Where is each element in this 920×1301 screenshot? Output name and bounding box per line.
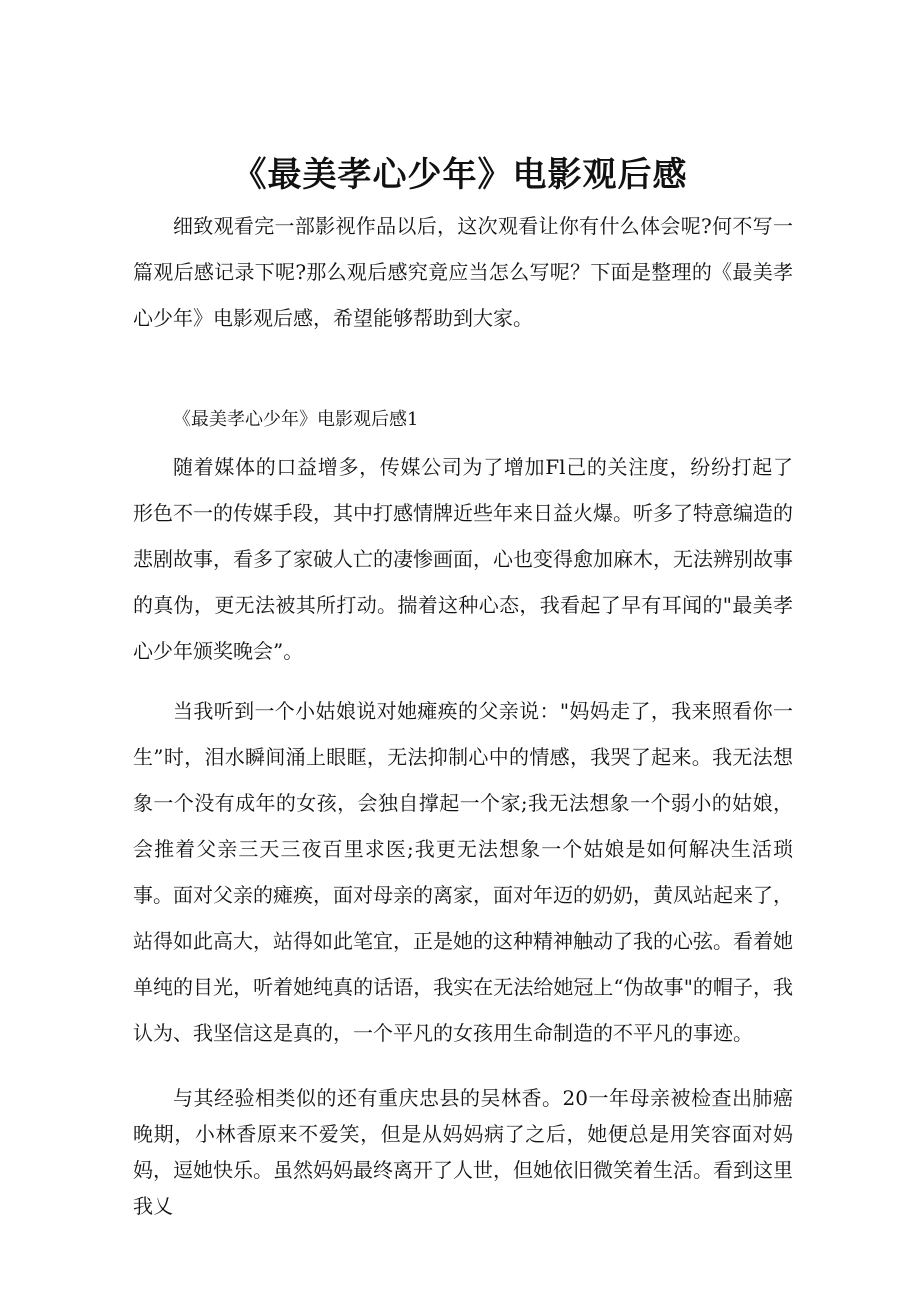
section-heading: 《最美孝心少年》电影观后感1: [173, 409, 419, 430]
body-paragraph-3: 与其经验相类似的还有重庆忠县的吴林香。20一年母亲被检查出肺癌晚期，小林香原来不爱笑，但是从妈妈病了之后，她便总是用笑容面对妈妈，逗她快乐。虽然妈妈最终离开了人世，但她依旧微笑着生活。看到这里我乂: [133, 1086, 793, 1218]
intro-paragraph: 细致观看完一部影视作品以后，这次观看让你有什么体会呢?何不写一篇观后感记录下呢?那么观后感究竟应当怎么写呢？下面是整理的《最美孝心少年》电影观后感，希望能够帮助到大家。: [133, 214, 793, 330]
body-paragraph-2: 当我听到一个小姑娘说对她瘫痪的父亲说："妈妈走了，我来照看你一生”时，泪水瞬间涌上眼眶，无法抑制心中的情感，我哭了起来。我无法想象一个没有成年的女孩，会独自撑起一个家;我无法想象一个弱小的姑娘，会推着父亲三天三夜百里求医;我更无法想象一个姑娘是如何解决生活琐事。面对父亲的瘫痪，面对母亲的离家，面对年迈的奶奶，黄凤站起来了，站得如此高大，站得如此笔宜，正是她的这种精神触动了我的心弦。看着她单纯的目光，听着她纯真的话语，我实在无法给她冠上“伪故事"的帽子，我认为、我坚信这是真的，一个平凡的女孩用生命制造的不平凡的事迹。: [133, 699, 793, 1045]
body-paragraph-1: 随着媒体的口益增多，传媒公司为了增加Fl己的关注度，纷纷打起了形色不一的传媒手段，其中打感情牌近些年来日益火爆。听多了特意编造的悲剧故事，看多了家破人亡的凄惨画面，心也变得愈加麻木，无法辨别故事的真伪，更无法被其所打动。揣着这种心态，我看起了早有耳闻的"最美孝心少年颁奖晚会”。: [133, 455, 793, 663]
document-title: 《最美孝心少年》电影观后感: [232, 154, 688, 195]
